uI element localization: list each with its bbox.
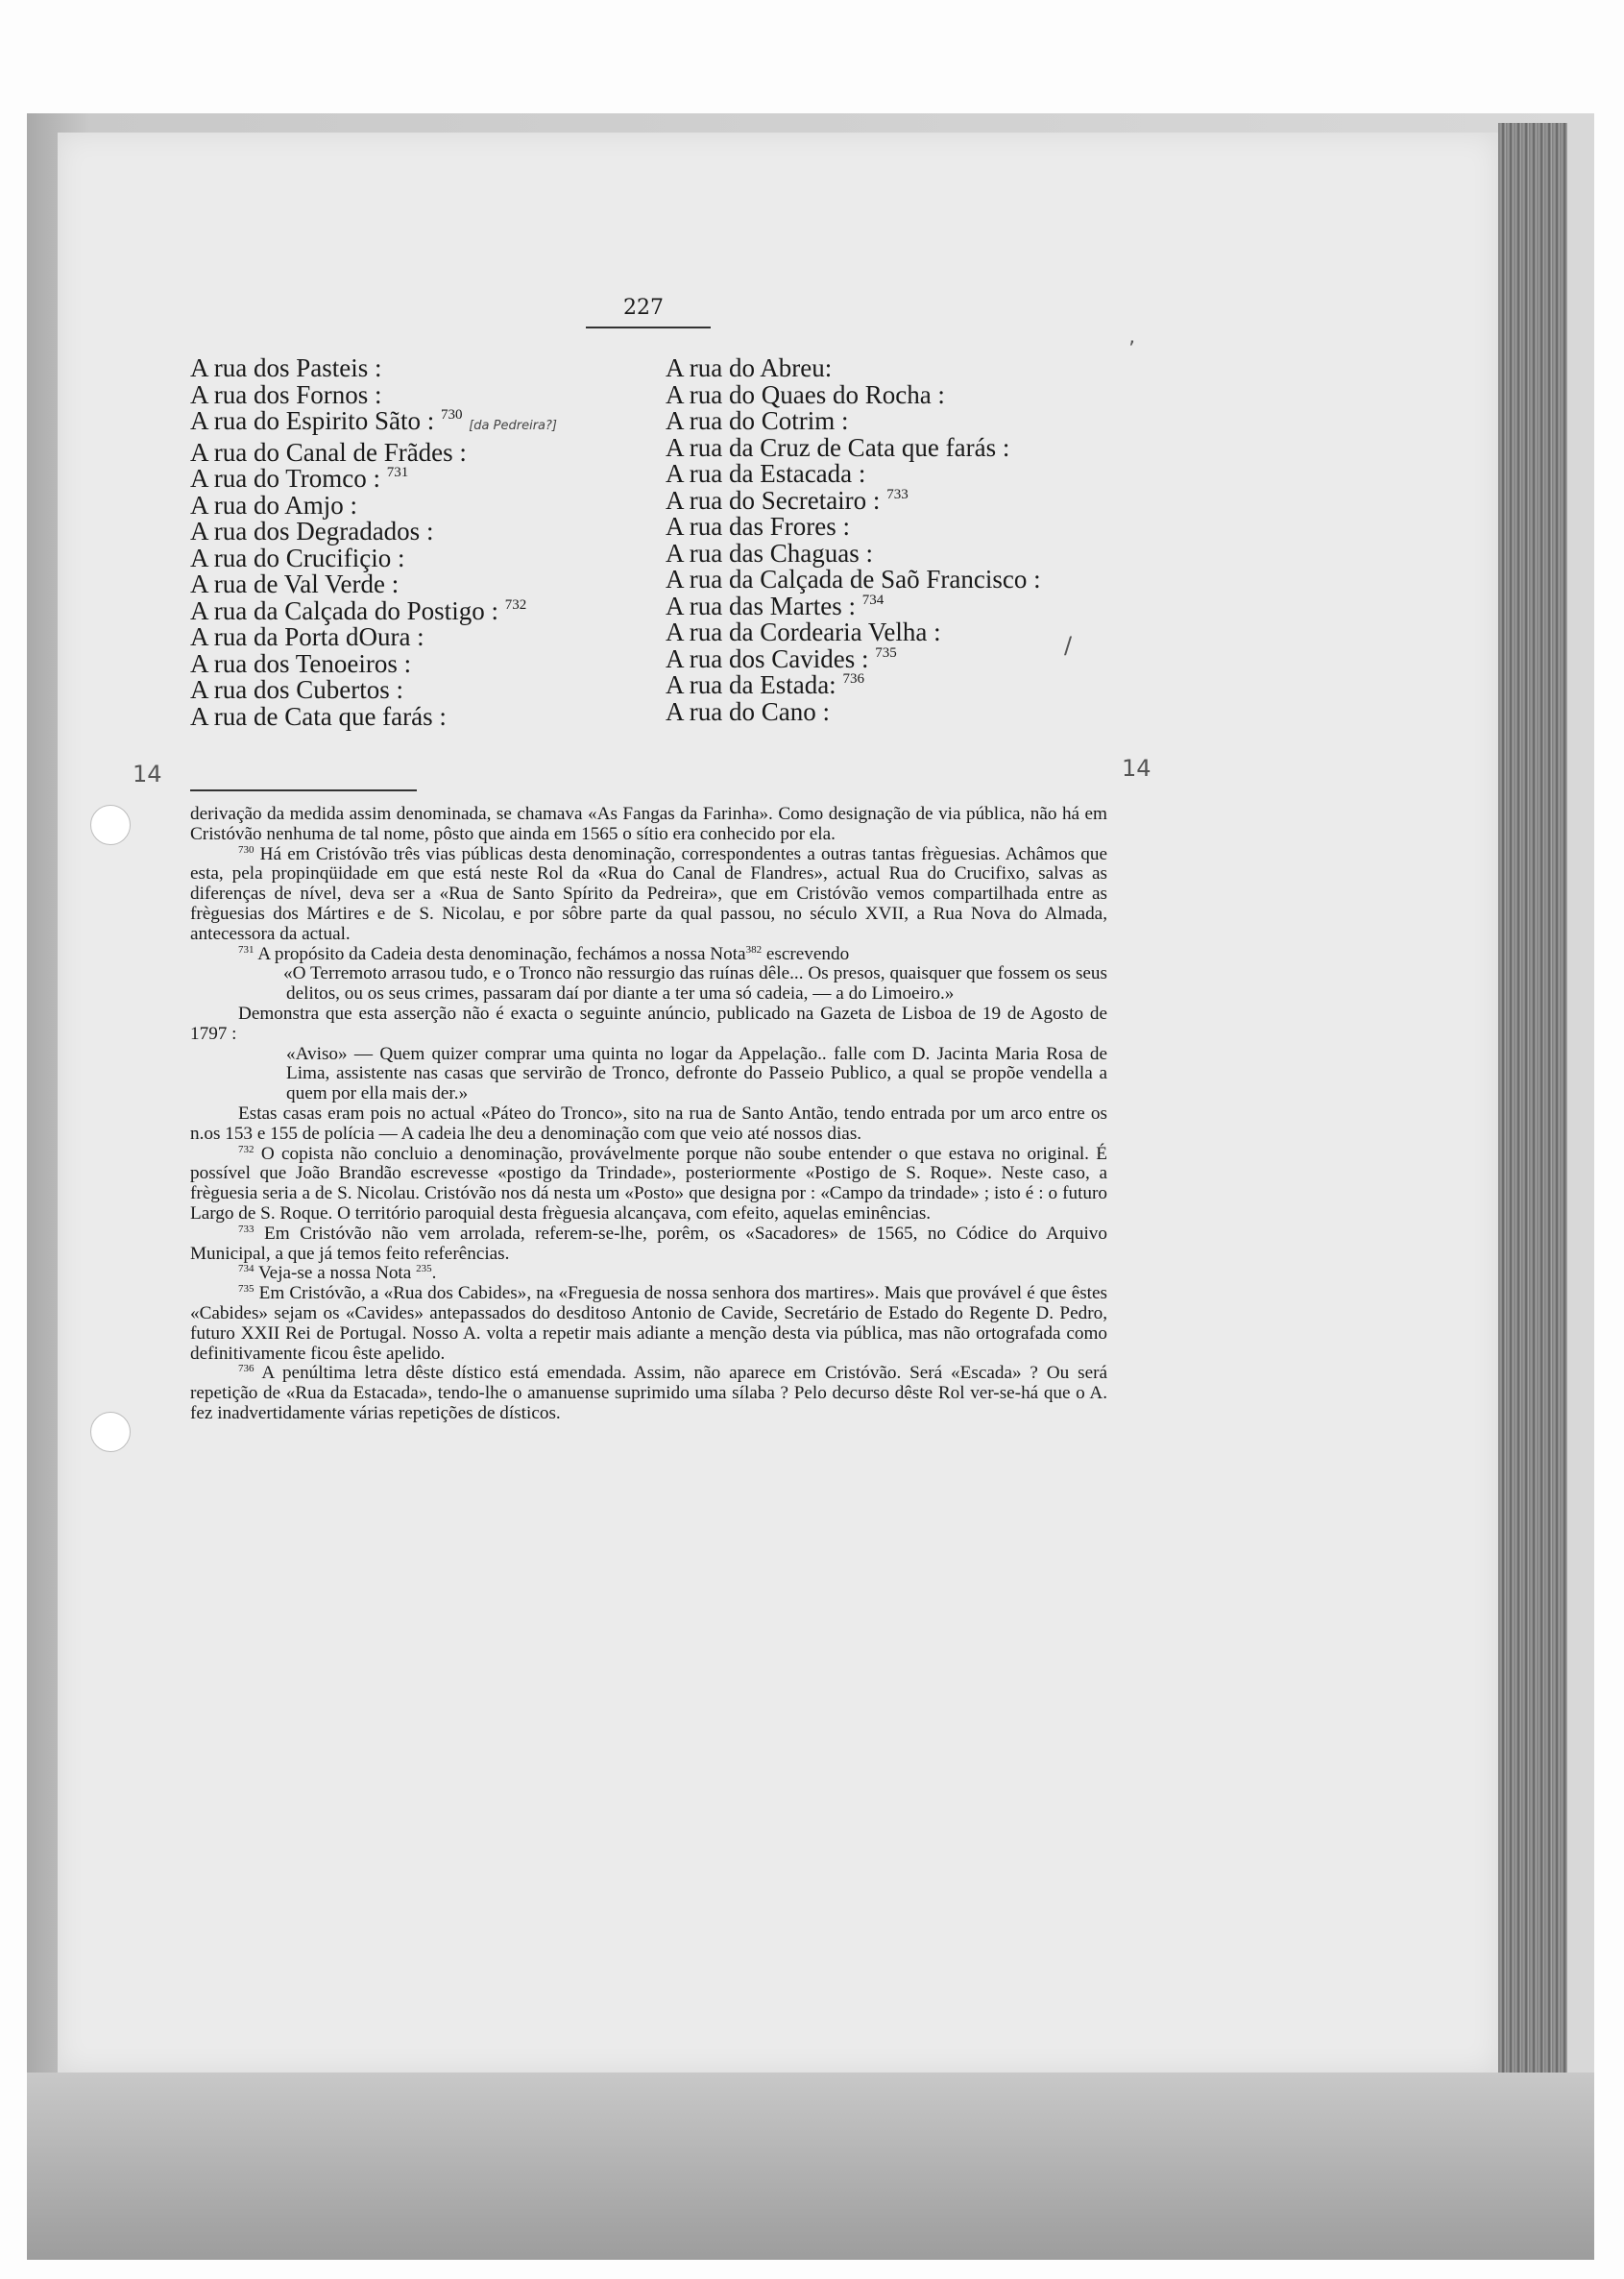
bottom-scan-shadow: [27, 2073, 1594, 2260]
footnote-733: $^{733}$ Em Cristóvão não vem arrolada, referem-se-lhe, porêm, os «Sacadores» de 1565, no Códice do Arquivo Municipal, a que já temos feito referências.: [190, 1223, 1107, 1264]
margin-tick-mark: ’: [1128, 338, 1135, 362]
street-line: A rua dos Pasteis :: [190, 353, 382, 382]
street-line: A rua da Cruz de Cata que farás :: [666, 432, 1010, 462]
note-ref: 734: [861, 592, 885, 608]
page-number-rule: [586, 327, 711, 328]
street-line: A rua das Martes : $^{734}$: [666, 591, 885, 620]
street-line: A rua de Cata que farás :: [190, 701, 447, 731]
street-line: A rua dos Cubertos :: [190, 675, 403, 704]
street-line: A rua de Val Verde :: [190, 570, 400, 598]
footnote-continuation: derivação da medida assim denominada, se chamava «As Fangas da Farinha». Como designação de via pública, não há em Cristóvão nenhuma de tal nome, pôsto que ainda em 1565 o sítio era conhecido por ela.: [190, 804, 1107, 844]
margin-mark-left: 14: [133, 761, 162, 788]
street-line: A rua do Cotrim :: [666, 406, 849, 435]
note-ref: 731: [386, 465, 409, 480]
footnote-730: $^{730}$ Há em Cristóvão três vias públicas desta denominação, correspondentes a outras tantas frèguesias. Achâmos que esta, pela propinqüidade em que está neste Rol da «Rua do Canal de Flandres», actual Rua do Crucifixo, salvas as diferenças de nível, deva ser a «Rua de Santo Spírito da Pedreira», que em Cristóvão vemos compartilhada entre as frèguesias dos Mártires e de S. Nicolau, e por sôbre parte da qual passou, no século XVII, a Rua Nova do Almada, antecessora da actual.: [190, 843, 1107, 944]
street-line: A rua dos Cavides : $^{735}$: [666, 643, 897, 673]
footnote-731-conclusion: Estas casas eram pois no actual «Páteo do Tronco», sito na rua de Santo Antão, tendo entrada por um arco entre os n.os 153 e 155 de polícia — A cadeia lhe deu a denominação com que veio até nossos dias.: [190, 1103, 1107, 1144]
street-line: A rua da Calçada do Postigo : $^{732}$: [190, 595, 527, 625]
street-line: A rua dos Tenoeiros :: [190, 648, 412, 678]
handwritten-annotation: [da Pedreira?]: [469, 419, 557, 433]
footnote-736: $^{736}$ A penúltima letra dêste dístico está emendada. Assim, não aparece em Cristóvão. Será «Escada» ? Ou será repetição de «Rua da Estacada», tendo-lhe o amanuense suprimido uma sílaba ? Pelo decurso dêste Rol ver-se-há que o A. fez inadvertidamente várias repetições de dísticos.: [190, 1363, 1107, 1423]
footnote-731-quote: «O Terremoto arrasou tudo, e o Tronco não ressurgio das ruínas dêle... Os presos, quaisquer que fossem os seus delitos, ou os seus crimes, passaram daí por diante a ter uma só cadeia, — a do Limoeiro.»: [283, 963, 1107, 1005]
footnote-732: $^{732}$ O copista não concluio a denominação, provávelmente porque não soube entender o que estava no original. É possível que João Brandão escrevesse «postigo da Trindade», posteriormente «Postigo de S. Roque». Neste caso, a frèguesia seria a de S. Nicolau. Cristóvão nos dá nesta um «Posto» que designa por : «Campo da trindade» ; isto é : o futuro Largo de S. Roque. O território paroquial desta frèguesia alcançava, com efeito, aquelas eminências.: [190, 1143, 1108, 1224]
page-number: 227: [623, 296, 664, 320]
punch-hole-bottom: [90, 1412, 131, 1452]
street-line: A rua do Amjo :: [190, 490, 357, 520]
note-ref: 735: [875, 644, 897, 661]
footnote-731-text: Demonstra que esta asserção não é exacta o seguinte anúncio, publicado na Gazeta de Lisboa de 19 de Agosto de 1797 :: [190, 1003, 1107, 1044]
page-edge-shadow: [1498, 123, 1567, 2101]
note-ref: 736: [842, 671, 864, 687]
street-line: A rua do Quaes do Rocha :: [666, 379, 945, 409]
street-line: A rua dos Fornos :: [190, 379, 382, 409]
margin-mark-right: 14: [1122, 755, 1151, 782]
street-line: A rua da Cordearia Velha :: [666, 618, 941, 646]
punch-hole-top: [90, 805, 131, 845]
street-list-right: [666, 355, 1146, 725]
street-line: A rua do Abreu:: [666, 353, 833, 382]
street-line: A rua do Cano :: [666, 696, 830, 726]
note-ref: 730: [440, 407, 463, 423]
margin-slash-mark: /: [1064, 632, 1073, 659]
footnote-734: $^{734}$ Veja-se a nossa Nota $^{235}$.: [238, 1263, 437, 1284]
footnotes-rule: [190, 789, 417, 791]
street-line: A rua da Calçada de Saõ Francisco :: [666, 565, 1041, 594]
footnotes: [190, 805, 1107, 1424]
footnote-735: $^{735}$ Em Cristóvão, a «Rua dos Cabides», na «Freguesia de nossa senhora dos martires». Mais que provável é que êstes «Cabides» sejam os «Cavides» antepassados do desditoso Antonio de Cavide, Secretário de Estado do Regente D. Pedro, futuro XXII Rei de Portugal. Nosso A. volta a repetir mais adiante a menção desta via pública, mas não ortografada como definitivamente ficou êste apelido.: [190, 1283, 1107, 1364]
street-line: A rua dos Degradados :: [190, 517, 434, 546]
street-line: A rua do Canal de Frãdes :: [190, 437, 467, 467]
note-ref: 733: [886, 486, 909, 502]
street-line: A rua das Frores :: [666, 512, 850, 541]
street-line: A rua do Tromco : $^{731}$: [190, 464, 409, 493]
footnote-731-advert: «Aviso» — Quem quizer comprar uma quinta no logar da Appelação.. falle com D. Jacinta Maria Rosa de Lima, assistente nas casas que servirão de Tronco, defronte do Passeio Publico, a qual se propõe vendella a quem por ella mais der.»: [286, 1043, 1107, 1104]
street-line: A rua do Crucifiçio :: [190, 543, 405, 572]
street-line: A rua do Secretairo : $^{733}$: [666, 485, 909, 515]
street-list-left: [190, 355, 651, 730]
street-line: A rua das Chaguas :: [666, 538, 873, 568]
street-line: A rua da Estacada :: [666, 459, 866, 488]
street-line: A rua do Espirito Sãto : $^{730}$ [da Pedreira?]: [190, 406, 557, 435]
note-ref: 732: [504, 596, 527, 613]
street-line: A rua da Porta dOura :: [190, 622, 424, 651]
footnote-731: $^{731}$ A propósito da Cadeia desta denominação, fechámos a nossa Nota$^{382}$ escrevendo: [238, 943, 850, 964]
street-line: A rua da Estada: $^{736}$: [666, 670, 864, 699]
